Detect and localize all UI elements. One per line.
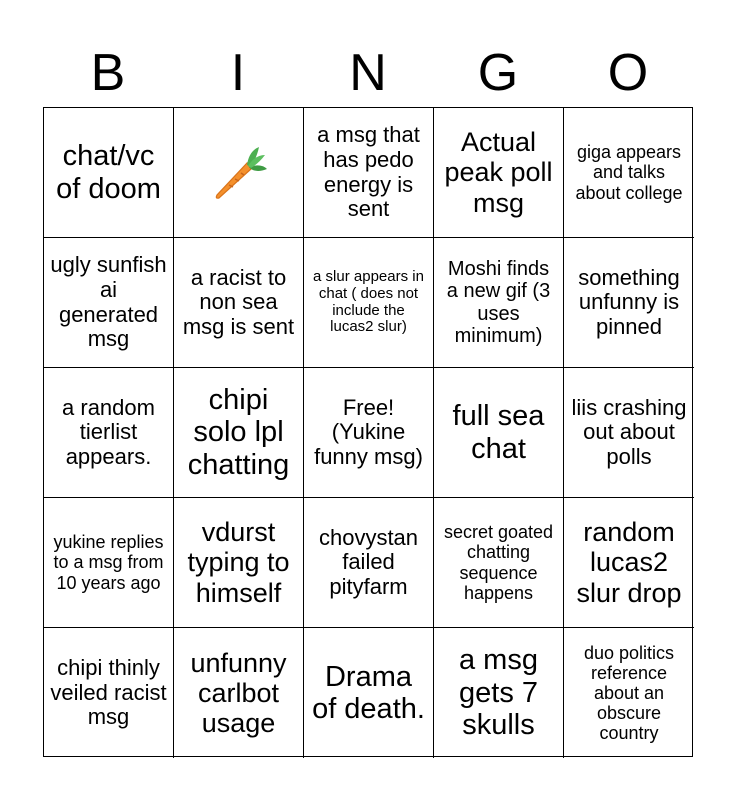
header-letter-i: I [230, 44, 246, 102]
bingo-cell[interactable] [434, 498, 564, 628]
cell-label: liis crashing out about polls [571, 394, 687, 469]
bingo-cell[interactable] [434, 238, 564, 368]
cell-label: yukine replies to a msg from 10 years ago [53, 532, 164, 593]
bingo-cell[interactable] [44, 368, 174, 498]
bingo-cell[interactable] [174, 498, 304, 628]
bingo-cell[interactable] [304, 108, 434, 238]
cell-label: a slur appears in chat ( does not include the lucas2 slur) [313, 267, 424, 336]
bingo-cell[interactable] [434, 368, 564, 498]
cell-label: chipi solo lpl chatting [187, 383, 290, 481]
free-space-cell[interactable] [304, 368, 434, 498]
cell-label: a racist to non sea msg is sent [182, 264, 295, 339]
cell-label: vdurst typing to himself [187, 517, 290, 608]
bingo-cell[interactable] [564, 498, 694, 628]
bingo-cell[interactable] [564, 368, 694, 498]
cell-label: unfunny carlbot usage [190, 647, 287, 739]
cell-label: secret goated chatting sequence happens [443, 522, 554, 603]
bingo-cell[interactable] [174, 238, 304, 368]
bingo-cell[interactable] [44, 108, 174, 238]
bingo-cell[interactable] [304, 498, 434, 628]
cell-label: a random tierlist appears. [62, 394, 155, 469]
cell-label: something unfunny is pinned [578, 264, 680, 339]
cell-label: duo politics reference about an obscure country [583, 642, 675, 744]
bingo-cell[interactable] [174, 108, 304, 238]
cell-label: chovystan failed pityfarm [318, 524, 419, 599]
header-letter-g: G [477, 44, 519, 102]
header-letter-n: N [349, 44, 387, 102]
bingo-cell[interactable] [44, 498, 174, 628]
cell-label: a msg gets 7 skulls [459, 644, 538, 742]
cell-label: full sea chat [452, 400, 545, 465]
bingo-cell[interactable] [44, 628, 174, 758]
bingo-cell[interactable] [434, 628, 564, 758]
bingo-grid [43, 107, 693, 757]
cell-label: a msg that has pedo energy is sent [317, 122, 420, 222]
cell-label: Drama of death. [312, 660, 425, 725]
cell-label: giga appears and talks about college [575, 142, 683, 203]
cell-label: chipi thinly veiled racist msg [50, 655, 167, 730]
cell-label: Moshi finds a new gif (3 uses minimum) [446, 257, 551, 347]
header-letter-b: B [90, 44, 126, 102]
bingo-cell[interactable] [564, 108, 694, 238]
bingo-cell[interactable] [564, 238, 694, 368]
bingo-cell[interactable] [174, 368, 304, 498]
bingo-header [43, 38, 693, 108]
bingo-cell[interactable] [304, 628, 434, 758]
carrot-icon [207, 141, 271, 205]
bingo-cell[interactable] [434, 108, 564, 238]
cell-label: ugly sunfish ai generated msg [50, 252, 167, 352]
header-letter-o: O [607, 44, 649, 102]
cell-label: chat/vc of doom [56, 140, 161, 205]
bingo-cell[interactable] [44, 238, 174, 368]
bingo-cell[interactable] [304, 238, 434, 368]
cell-label: Actual peak poll msg [444, 127, 553, 218]
cell-label: Free! (Yukine funny msg) [314, 394, 423, 469]
cell-label: random lucas2 slur drop [576, 517, 682, 608]
bingo-cell[interactable] [174, 628, 304, 758]
bingo-cell[interactable] [564, 628, 694, 758]
